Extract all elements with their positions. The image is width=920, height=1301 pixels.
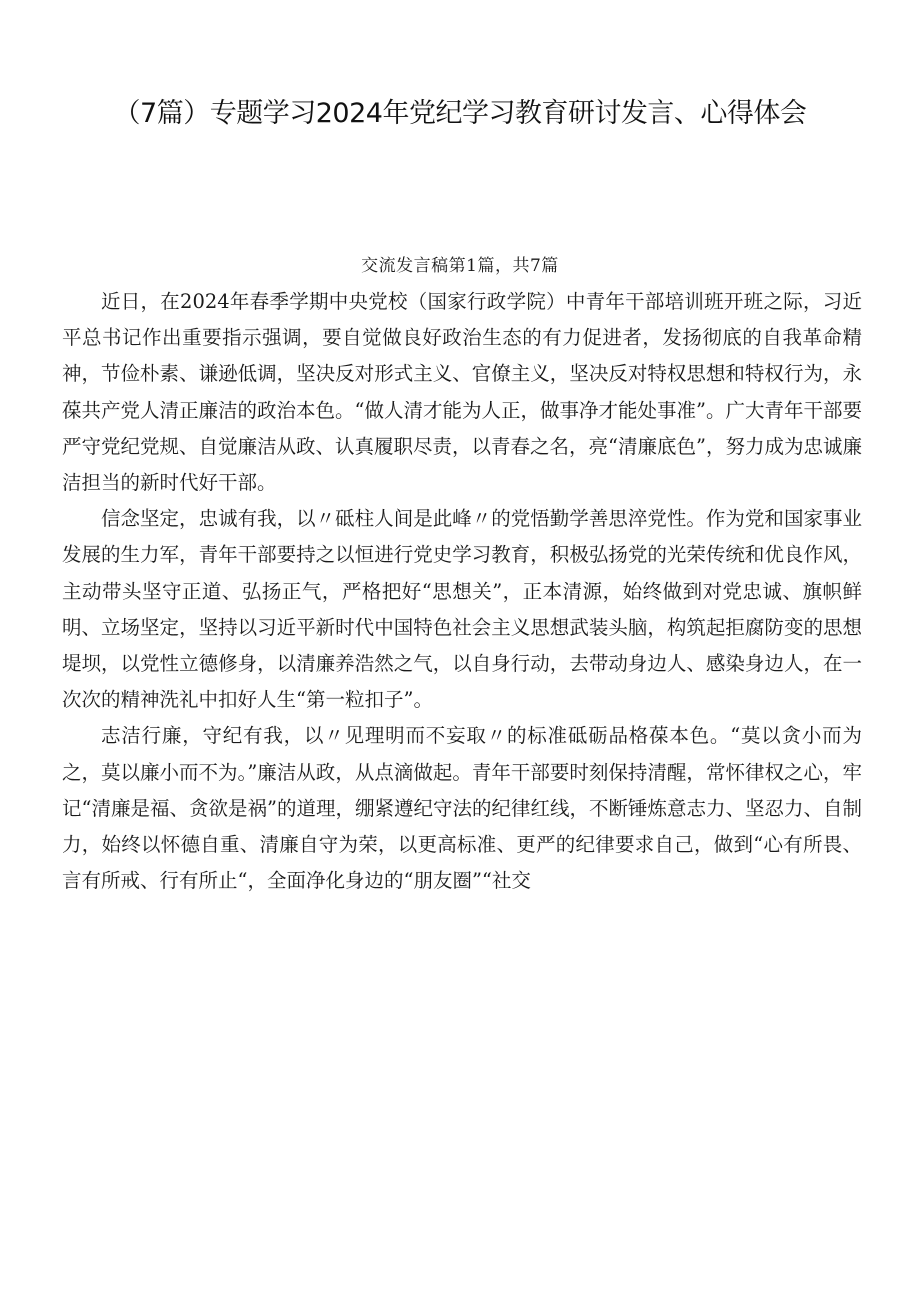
body-paragraph: 志洁行廉，守纪有我，以〃见理明而不妄取〃的标准砥砺品格葆本色。“莫以贪小而为之，莫以廉小而不为。”廉洁从政，从点滴做起。青年干部要时刻保持清醒，常怀律权之心，牢记“清廉是福、贪欲是祸”的道理，绷紧遵纪守法的纪律红线，不断锤炼意志力、坚忍力、自制力，始终以怀德自重、清廉自守为荣，以更高标准、更严的纪律要求自己，做到“心有所畏、言有所戒、行有所止“，全面净化身边的“朋友圈”“社交 (62, 724, 862, 893)
body-paragraph: 信念坚定，忠诚有我，以〃砥柱人间是此峰〃的党悟勤学善思淬党性。作为党和国家事业发展的生力军，青年干部要持之以恒进行党史学习教育，积极弘扬党的光荣传统和优良作风，主动带头坚守正道、弘扬正气，严格把好“思想关”，正本清源，始终做到对党忠诚、旗帜鲜明、立场坚定，坚持以习近平新时代中国特色社会主义思想武装头脑，构筑起拒腐防变的思想堤坝，以党性立德修身，以清廉养浩然之气，以自身行动，去带动身边人、感染身边人，在一次次的精神洗礼中扣好人生“第一粒扣子”。 (62, 507, 862, 712)
document-subtitle: 交流发言稿第1篇，共7篇 (361, 256, 559, 276)
document-title: （7篇）专题学习2024年党纪学习教育研讨发言、心得体会 (113, 98, 807, 129)
body-paragraph: 近日，在2024年春季学期中央党校（国家行政学院）中青年干部培训班开班之际，习近平总书记作出重要指示强调，要自觉做良好政治生态的有力促进者，发扬彻底的自我革命精神，节俭朴素、谦逊低调，坚决反对形式主义、官僚主义，坚决反对特权思想和特权行为，永葆共产党人清正廉洁的政治本色。“做人清才能为人正，做事净才能处事准”。广大青年干部要严守党纪党规、自觉廉洁从政、认真履职尽责，以青春之名，亮“清廉底色”，努力成为忠诚廉洁担当的新时代好干部。 (62, 290, 862, 495)
document-body (62, 284, 862, 899)
